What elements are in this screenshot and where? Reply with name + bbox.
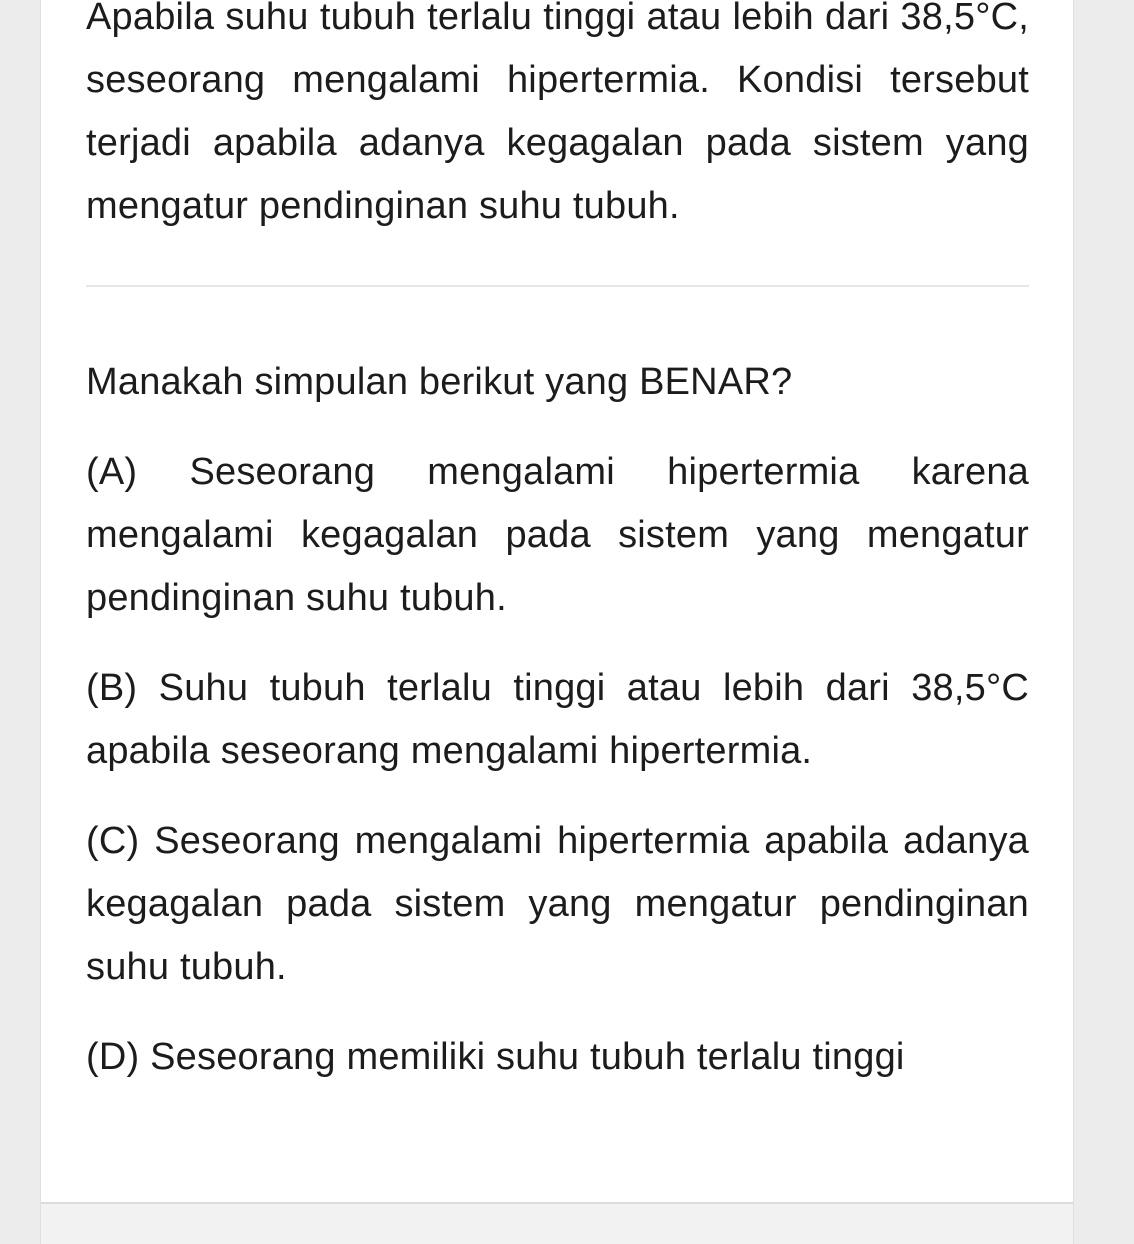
passage-text: Apabila suhu tubuh terlalu tinggi atau lebih dari 38,5°C, seseorang mengalami hipertermia. Kondisi tersebut terjadi apabila adanya kegagalan pada sistem yang mengatur pendinginan suhu tubuh. bbox=[86, 0, 1029, 227]
bottom-bar bbox=[40, 1202, 1074, 1244]
option-a[interactable]: (A) Seseorang mengalami hipertermia karena mengalami kegagalan pada sistem yang mengatur pendinginan suhu tubuh. bbox=[86, 451, 1029, 619]
question-content bbox=[86, 0, 1029, 1089]
option-c[interactable]: (C) Seseorang mengalami hipertermia apabila adanya kegagalan pada sistem yang mengatur pendinginan suhu tubuh. bbox=[86, 820, 1029, 988]
question-text: Manakah simpulan berikut yang BENAR? bbox=[86, 361, 793, 403]
option-d[interactable]: (D) Seseorang memiliki suhu tubuh terlalu tinggi bbox=[86, 1036, 905, 1078]
question-card bbox=[40, 0, 1074, 1242]
divider bbox=[86, 285, 1029, 287]
option-b[interactable]: (B) Suhu tubuh terlalu tinggi atau lebih dari 38,5°C apabila seseorang mengalami hipertermia. bbox=[86, 667, 1029, 772]
